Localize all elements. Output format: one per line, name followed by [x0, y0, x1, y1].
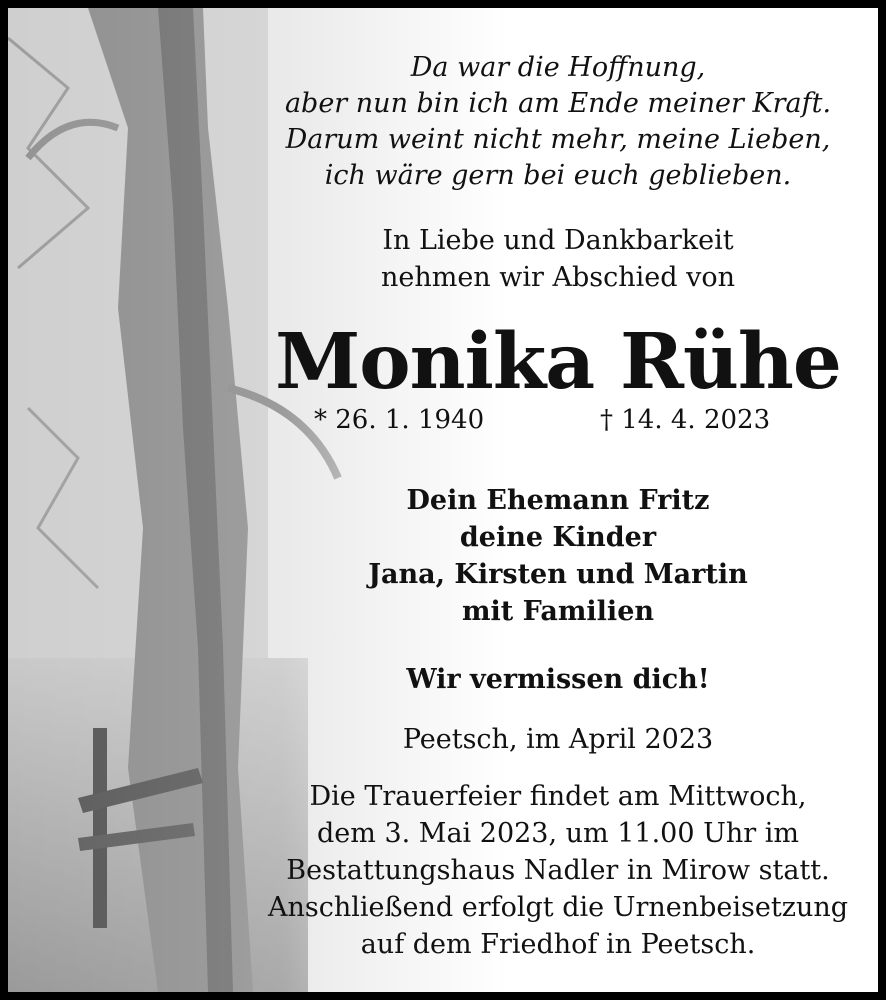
- obituary-content: [8, 8, 878, 992]
- poem: [238, 50, 878, 194]
- service-line: auf dem Friedhof in Peetsch.: [360, 929, 756, 960]
- mourner-line: mit Familien: [461, 596, 655, 627]
- birth-date: * 26. 1. 1940: [314, 405, 485, 435]
- deceased-name: Monika Rühe: [275, 317, 841, 407]
- mourner-line: Dein Ehemann Fritz: [406, 485, 710, 516]
- poem-line: ich wäre gern bei euch geblieben.: [324, 160, 792, 191]
- mourner-line: Jana, Kirsten und Martin: [368, 559, 748, 590]
- mourner-line: deine Kinder: [459, 522, 657, 553]
- mourners-list: [238, 482, 878, 630]
- service-line: Die Trauerfeier findet am Mittwoch,: [309, 781, 807, 812]
- poem-line: aber nun bin ich am Ende meiner Kraft.: [284, 88, 832, 119]
- intro-line: nehmen wir Abschied von: [380, 262, 736, 293]
- poem-line: Darum weint nicht mehr, meine Lieben,: [285, 124, 831, 155]
- intro-line: In Liebe und Dankbarkeit: [382, 225, 734, 256]
- closing-message: Wir vermissen dich!: [406, 664, 710, 695]
- poem-line: Da war die Hoffnung,: [410, 52, 706, 83]
- funeral-service-info: [238, 778, 878, 963]
- service-line: Bestattungshaus Nadler in Mirow statt.: [286, 855, 830, 886]
- service-line: dem 3. Mai 2023, um 11.00 Uhr im: [317, 818, 799, 849]
- farewell-intro: [238, 222, 878, 296]
- place-date: Peetsch, im April 2023: [402, 724, 714, 755]
- service-line: Anschließend erfolgt die Urnenbeisetzung: [267, 892, 849, 923]
- death-date: † 14. 4. 2023: [600, 405, 771, 435]
